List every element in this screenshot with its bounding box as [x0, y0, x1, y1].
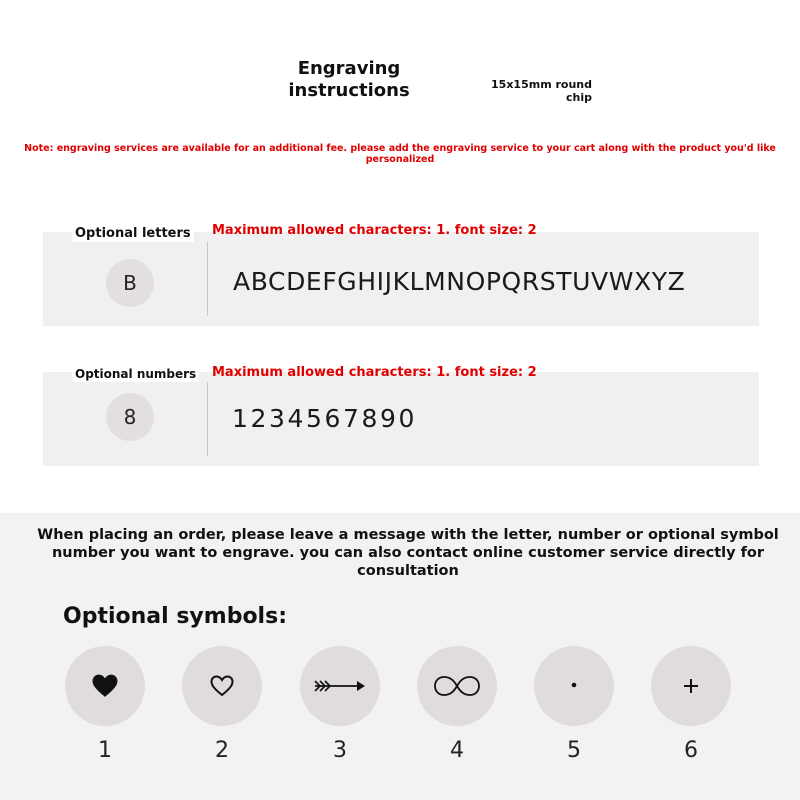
chip-size-label: 15x15mm round chip — [491, 78, 592, 104]
symbol-5-number: 5 — [567, 738, 581, 763]
symbol-5-circle — [534, 646, 614, 726]
letters-label: Optional letters — [72, 225, 194, 242]
symbol-1-number: 1 — [98, 738, 112, 763]
outline-heart-icon — [210, 675, 234, 697]
letters-divider — [207, 242, 208, 316]
symbol-6-circle — [651, 646, 731, 726]
page-title: Engraving instructions — [288, 58, 410, 101]
symbol-4-circle — [417, 646, 497, 726]
fee-note: Note: engraving services are available for an additional fee. please add the engraving service to your cart along with the product you'd like personalized — [24, 143, 776, 165]
symbol-3-number: 3 — [333, 738, 347, 763]
symbol-6-number: 6 — [684, 738, 698, 763]
symbol-4-number: 4 — [450, 738, 464, 763]
numbers-charset: 1234567890 — [232, 404, 418, 433]
numbers-divider — [207, 382, 208, 456]
symbol-2-number: 2 — [215, 738, 229, 763]
numbers-sample-circle: 8 — [106, 393, 154, 441]
arrow-icon — [313, 678, 367, 694]
letters-charset: ABCDEFGHIJKLMNOPQRSTUVWXYZ — [233, 267, 686, 296]
numbers-max-characters: Maximum allowed characters: 1. font size: 2 — [212, 365, 537, 380]
symbol-2-circle — [182, 646, 262, 726]
letters-max-characters: Maximum allowed characters: 1. font size: 2 — [212, 223, 537, 238]
filled-heart-icon — [92, 674, 118, 698]
dot-icon — [569, 681, 579, 691]
numbers-label: Optional numbers — [72, 366, 199, 382]
symbol-3-circle — [300, 646, 380, 726]
plus-icon — [682, 677, 700, 695]
letters-sample-circle: B — [106, 259, 154, 307]
symbols-title: Optional symbols: — [63, 604, 287, 629]
order-instructions: When placing an order, please leave a message with the letter, number or optional symbol number you want to engrave. you can also contact online customer service directly for consultation — [37, 527, 779, 579]
symbol-1-circle — [65, 646, 145, 726]
infinity-icon — [432, 674, 482, 698]
